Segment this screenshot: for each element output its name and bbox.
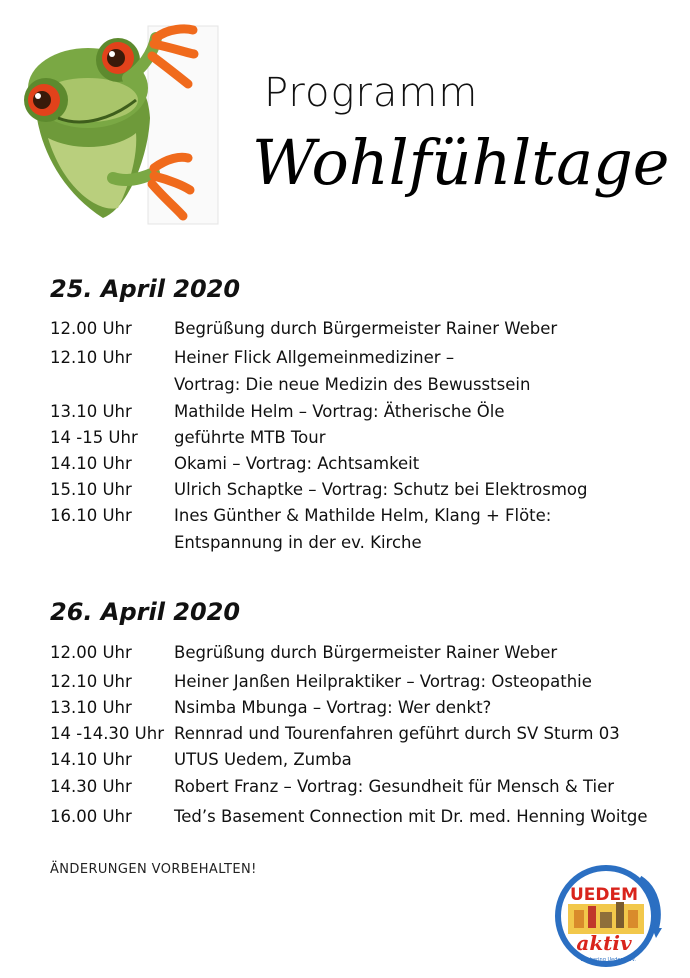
disclaimer-note: ÄNDERUNGEN VORBEHALTEN! <box>50 862 257 877</box>
schedule-time: 12.10 Uhr <box>50 672 132 691</box>
schedule-time: 13.10 Uhr <box>50 698 132 717</box>
schedule-time: 16.10 Uhr <box>50 506 132 525</box>
schedule-time: 13.10 Uhr <box>50 402 132 421</box>
schedule-desc: Okami – Vortrag: Achtsamkeit <box>174 454 420 473</box>
svg-text:aktiv: aktiv <box>576 931 632 955</box>
schedule-desc: Vortrag: Die neue Medizin des Bewusstsein <box>174 375 531 394</box>
schedule-time: 14.30 Uhr <box>50 777 132 796</box>
frog-illustration <box>8 8 223 228</box>
page-title: Programm <box>264 70 479 116</box>
schedule-desc: Ulrich Schaptke – Vortrag: Schutz bei Elektrosmog <box>174 480 588 499</box>
schedule-desc: UTUS Uedem, Zumba <box>174 750 352 769</box>
schedule-desc: Mathilde Helm – Vortrag: Ätherische Öle <box>174 402 505 421</box>
schedule-desc: geführte MTB Tour <box>174 428 326 447</box>
day-heading: 25. April 2020 <box>50 275 241 303</box>
schedule-desc: Ines Günther & Mathilde Helm, Klang + Flöte: <box>174 506 552 525</box>
schedule-time: 14.10 Uhr <box>50 750 132 769</box>
schedule-desc: Heiner Flick Allgemeinmediziner – <box>174 348 455 367</box>
schedule-desc: Rennrad und Tourenfahren geführt durch SV Sturm 03 <box>174 724 620 743</box>
schedule-time: 12.00 Uhr <box>50 319 132 338</box>
schedule-desc: Entspannung in der ev. Kirche <box>174 533 422 552</box>
page-subtitle: Wohlfühltage <box>252 126 670 199</box>
schedule-desc: Begrüßung durch Bürgermeister Rainer Weber <box>174 643 558 662</box>
schedule-time: 12.10 Uhr <box>50 348 132 367</box>
schedule-time: 12.00 Uhr <box>50 643 132 662</box>
svg-text:UEDEM: UEDEM <box>569 885 639 905</box>
schedule-time: 14 -14.30 Uhr <box>50 724 164 743</box>
schedule-desc: Heiner Janßen Heilpraktiker – Vortrag: Osteopathie <box>174 672 592 691</box>
schedule-time: 16.00 Uhr <box>50 807 132 826</box>
schedule-time: 15.10 Uhr <box>50 480 132 499</box>
svg-text:Werbering Uedem e.V.: Werbering Uedem e.V. <box>580 957 636 963</box>
schedule-desc: Robert Franz – Vortrag: Gesundheit für Mensch & Tier <box>174 777 615 796</box>
uedem-aktiv-logo <box>548 858 668 968</box>
schedule-desc: Ted’s Basement Connection mit Dr. med. Henning Woitge <box>174 807 648 826</box>
schedule-desc: Begrüßung durch Bürgermeister Rainer Weber <box>174 319 558 338</box>
schedule-time: 14.10 Uhr <box>50 454 132 473</box>
schedule-time: 14 -15 Uhr <box>50 428 138 447</box>
day-heading: 26. April 2020 <box>50 598 241 626</box>
schedule-desc: Nsimba Mbunga – Vortrag: Wer denkt? <box>174 698 492 717</box>
